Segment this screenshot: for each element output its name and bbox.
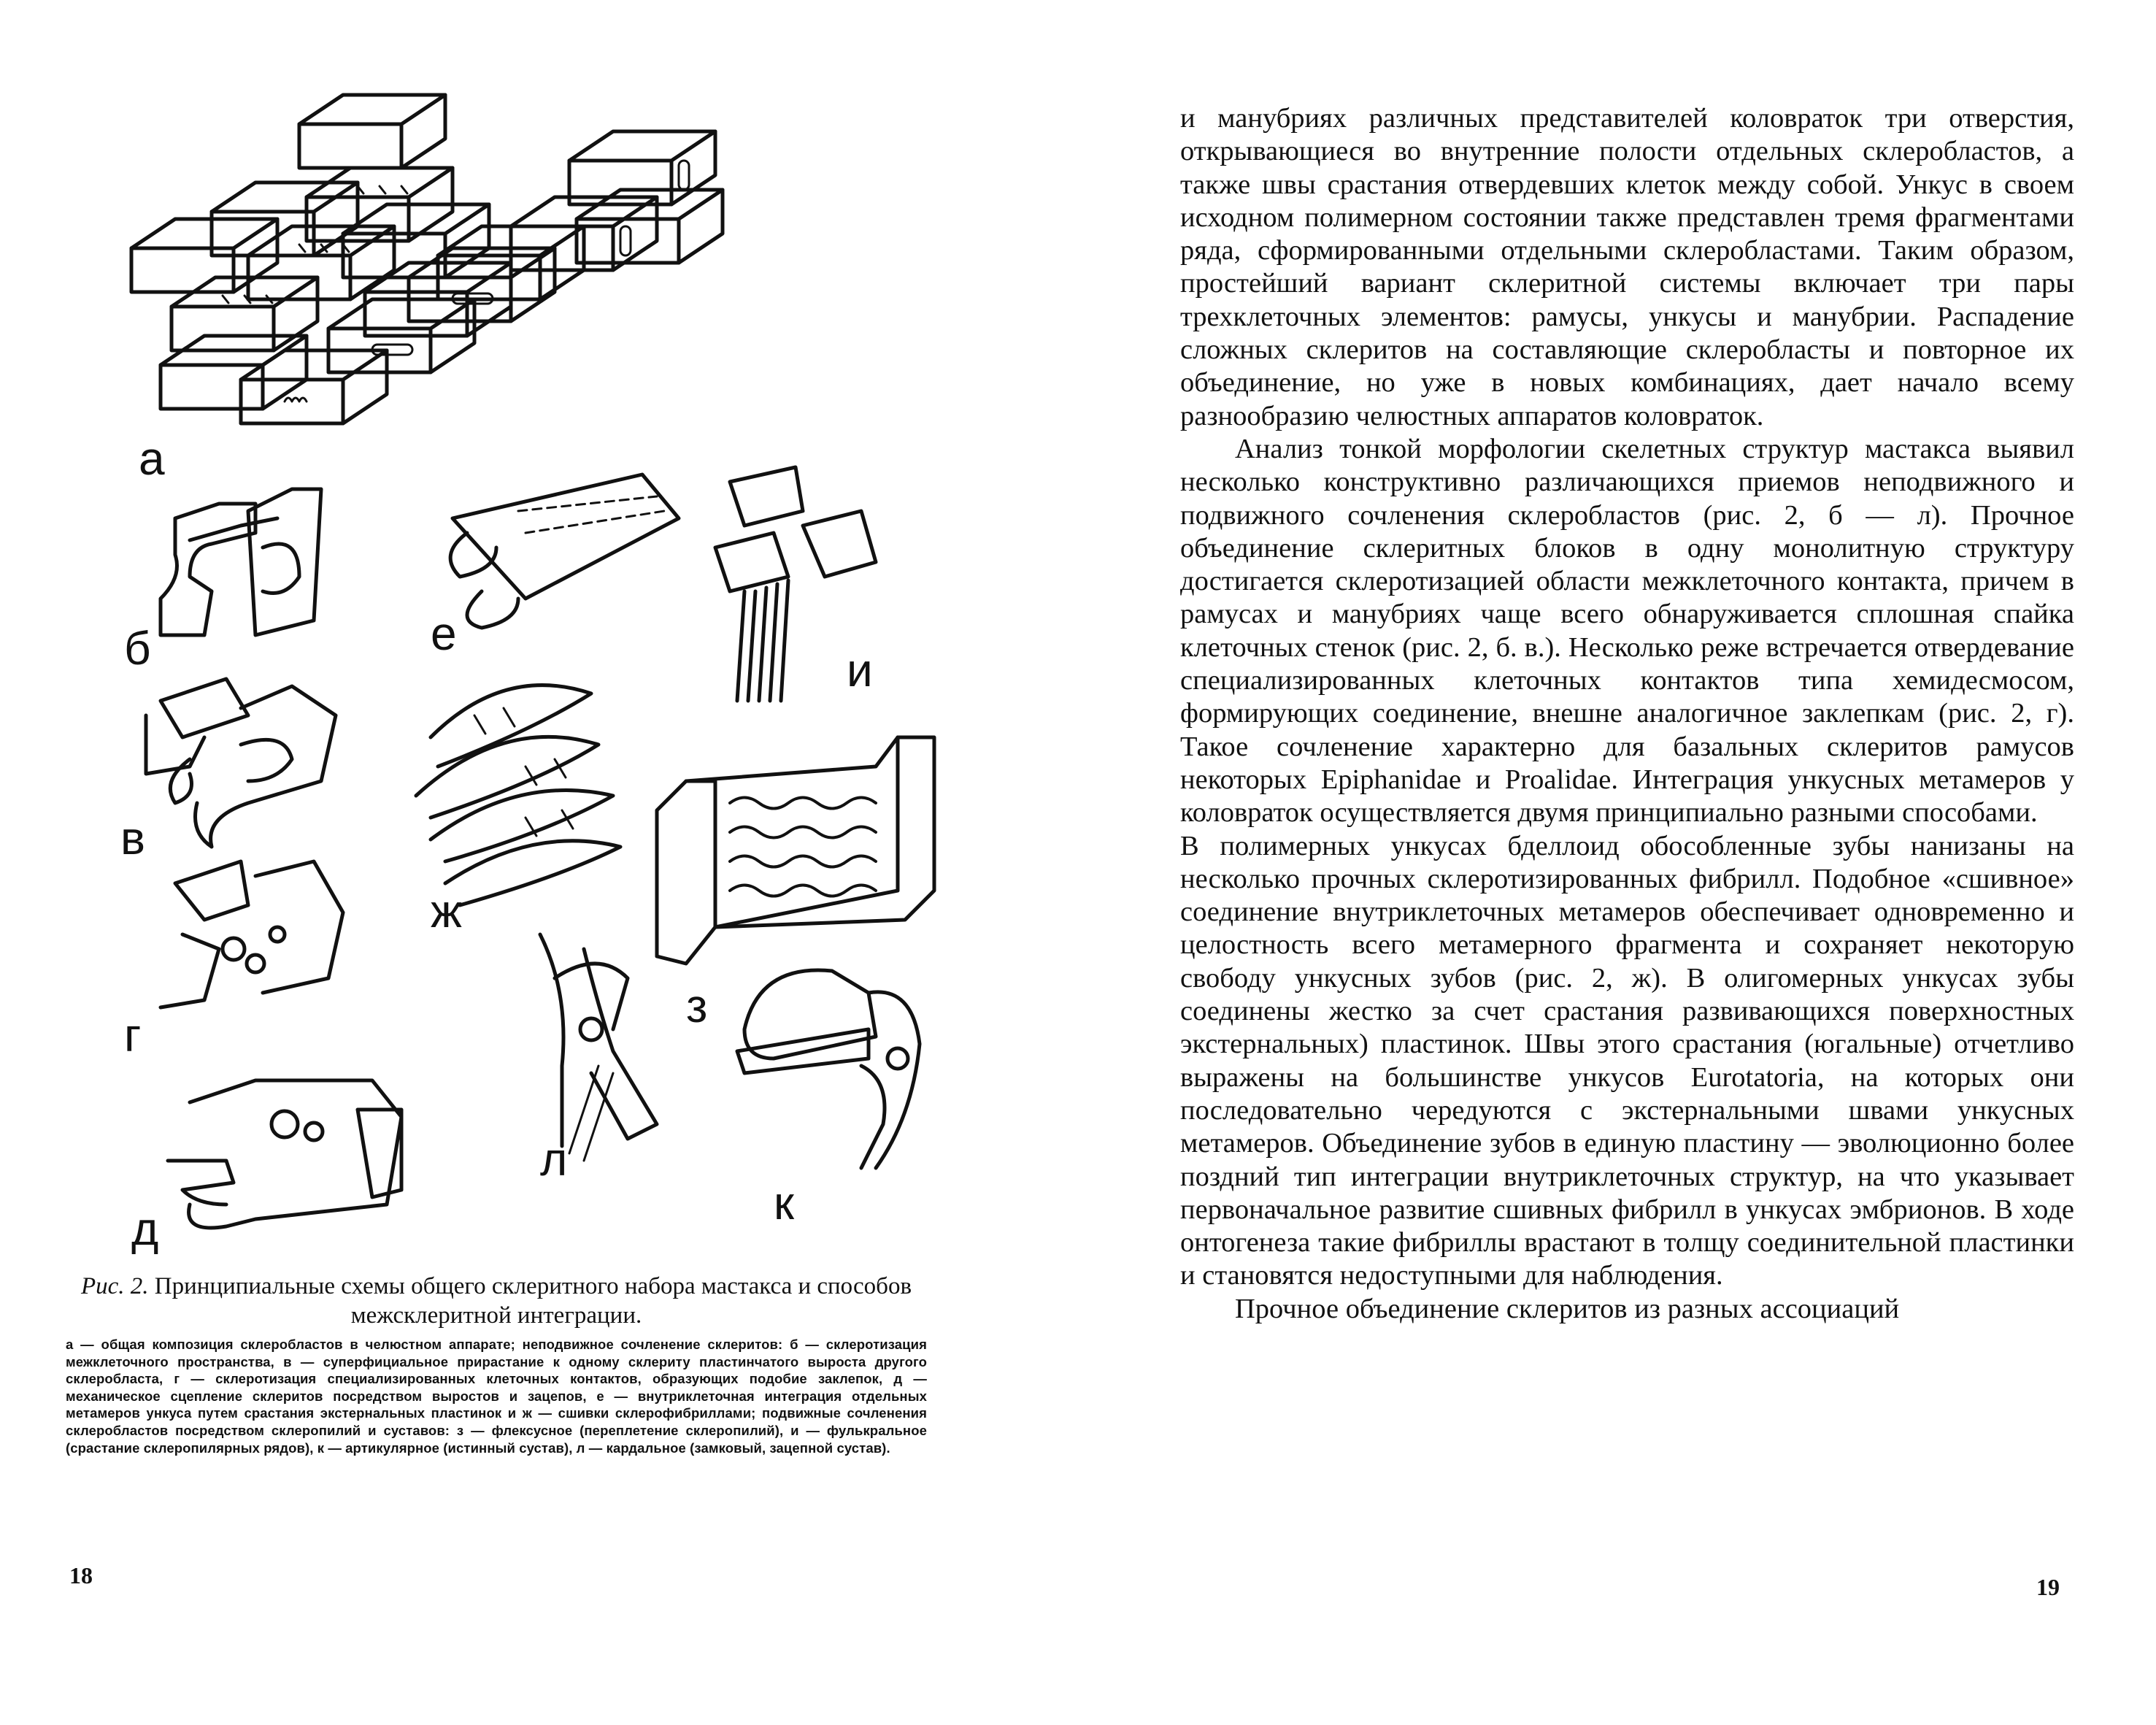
panel-e-drawing: [450, 475, 679, 628]
caption-title: [66, 1272, 927, 1330]
figure-label-k: к: [774, 1177, 794, 1229]
paragraph: Прочное объединение склеритов из разных ассоциаций: [1235, 1293, 1900, 1324]
panel-k-drawing: [737, 970, 920, 1168]
panel-g-drawing: [161, 861, 343, 1007]
figure-label-z: з: [686, 980, 708, 1032]
caption-body: а — общая композиция склеробластов в челюстном аппарате; неподвижное сочленение склеритов: б — склеротизация межклеточного пространства, в — суперфициальное прирастание к одному склериту пластинчатого выроста другого склеробласта, г — склеротизация специализированных клеточных контактов, образующих подобие заклепок, д — механическое сцепление склеритов посредством выростов и зацепов, е — внутриклеточная интеграция отдельных метамеров ункуса путем срастания экстернальных пластинок и ж — сшивки склерофибриллами; подвижные сочленения склеробластов посредством склеропилий и суставов: з — флексусное (переплетение склеропилий), и — фулькральное (срастание склеропилярных рядов), к — артикулярное (истинный сустав), л — кардальное (замковый, зацепной сустав).: [66, 1337, 927, 1456]
figure-label-i: и: [847, 644, 873, 696]
paragraph: Анализ тонкой морфологии скелетных структур мастакса выявил несколько конструктивно различающихся приемов неподвижного и подвижного сочленения склеробластов (рис. 2, б — л). Прочное объединение склеритных блоков в одну монолитную структуру достигается склеротизацией области межклеточного контакта, причем в рамусах и манубриях чаще всего обнаруживается сплошная спайка клеточных стенок (рис. 2, б. в.). Несколько реже встречается отвердевание специализированных клеточных контактов типа хемидесмосом, формирующих соединение, внешне аналогичное заклепкам (рис. 2, г). Такое сочленение характерно для базальных склеритов рамусов некоторых Epiphanidae и Proalidae. Интеграция ункусных метамеров у коловраток осуществляется двумя принципиально разными способами.: [1180, 433, 2074, 829]
panel-z-drawing: [657, 737, 934, 964]
right-page: [1078, 0, 2156, 1725]
figure-drawing: [102, 80, 963, 1256]
paragraph: В полимерных ункусах бделлоид обособленные зубы нанизаны на несколько прочных склеротизированных фибрилл. Подобное «сшивное» соединение внутриклеточных метамеров обеспечивает одновременно и целостность всего метамерного фрагмента и сохраняет некоторую свободу ункусных зубов (рис. 2, ж). В олигомерных ункусах зубы соединены жестко за счет срастания развивающихся поверхностных экстернальных) пластинок. Швы этого срастания (югальные) отчетливо выражены на большинстве ункусов Eurotatoria, на которых они последовательно чередуются с экстернальными швами ункусных метамеров. Объединение зубов в единую пластину — эволюционно более поздний тип интеграции внутриклеточных структур, на что указывает первоначальное развитие сшивных фибрилл в ункусах эмбрионов. В ходе онтогенеза такие фибриллы врастают в толщу соединительной пластинки и становятся недоступными для наблюдения.: [1180, 830, 2074, 1291]
figure-label-v: в: [120, 812, 145, 864]
figure-label-e: е: [431, 607, 457, 660]
page-number-right: 19: [2036, 1574, 2060, 1600]
panel-b-drawing: [161, 489, 321, 635]
panel-a-blocks: [131, 95, 723, 423]
figure-caption: [66, 1272, 927, 1456]
figure-label-l: л: [540, 1133, 568, 1186]
figure-label-b: б: [124, 622, 151, 675]
figure-label-a: а: [139, 432, 165, 485]
figure-2: [102, 80, 963, 1256]
page-number-left: 18: [69, 1562, 93, 1588]
panel-zh-drawing: [416, 685, 620, 905]
panel-v-drawing: [146, 679, 336, 847]
caption-label: Рис. 2.: [80, 1273, 149, 1299]
figure-label-zh: ж: [431, 885, 462, 937]
body-text: [1180, 102, 2074, 1326]
paragraph: и манубриях различных представителей коловраток три отверстия, открывающиеся во внутренние полости отдельных склеробластов, а также швы срастания отвердевших клеток между собой. Ункус в своем исходном полимерном состоянии также представлен тремя фрагментами ряда, сформированными отдельными склеробластами. Таким образом, простейший вариант склеритной системы включает три пары трехклеточных элементов: рамусы, ункусы и манубрии. Распадение сложных склеритов на составляющие склеробласты и повторное их объединение, но уже в новых комбинациях, дает начало всему разнообразию челюстных аппаратов коловраток.: [1180, 103, 2074, 431]
caption-title-text: Принципиальные схемы общего склеритного набора мастакса и способов межсклеритной интеграции.: [154, 1273, 912, 1329]
figure-label-g: г: [124, 1009, 142, 1061]
panel-d-drawing: [168, 1080, 401, 1228]
figure-label-d: д: [131, 1202, 159, 1255]
panel-l-drawing: [540, 934, 657, 1161]
